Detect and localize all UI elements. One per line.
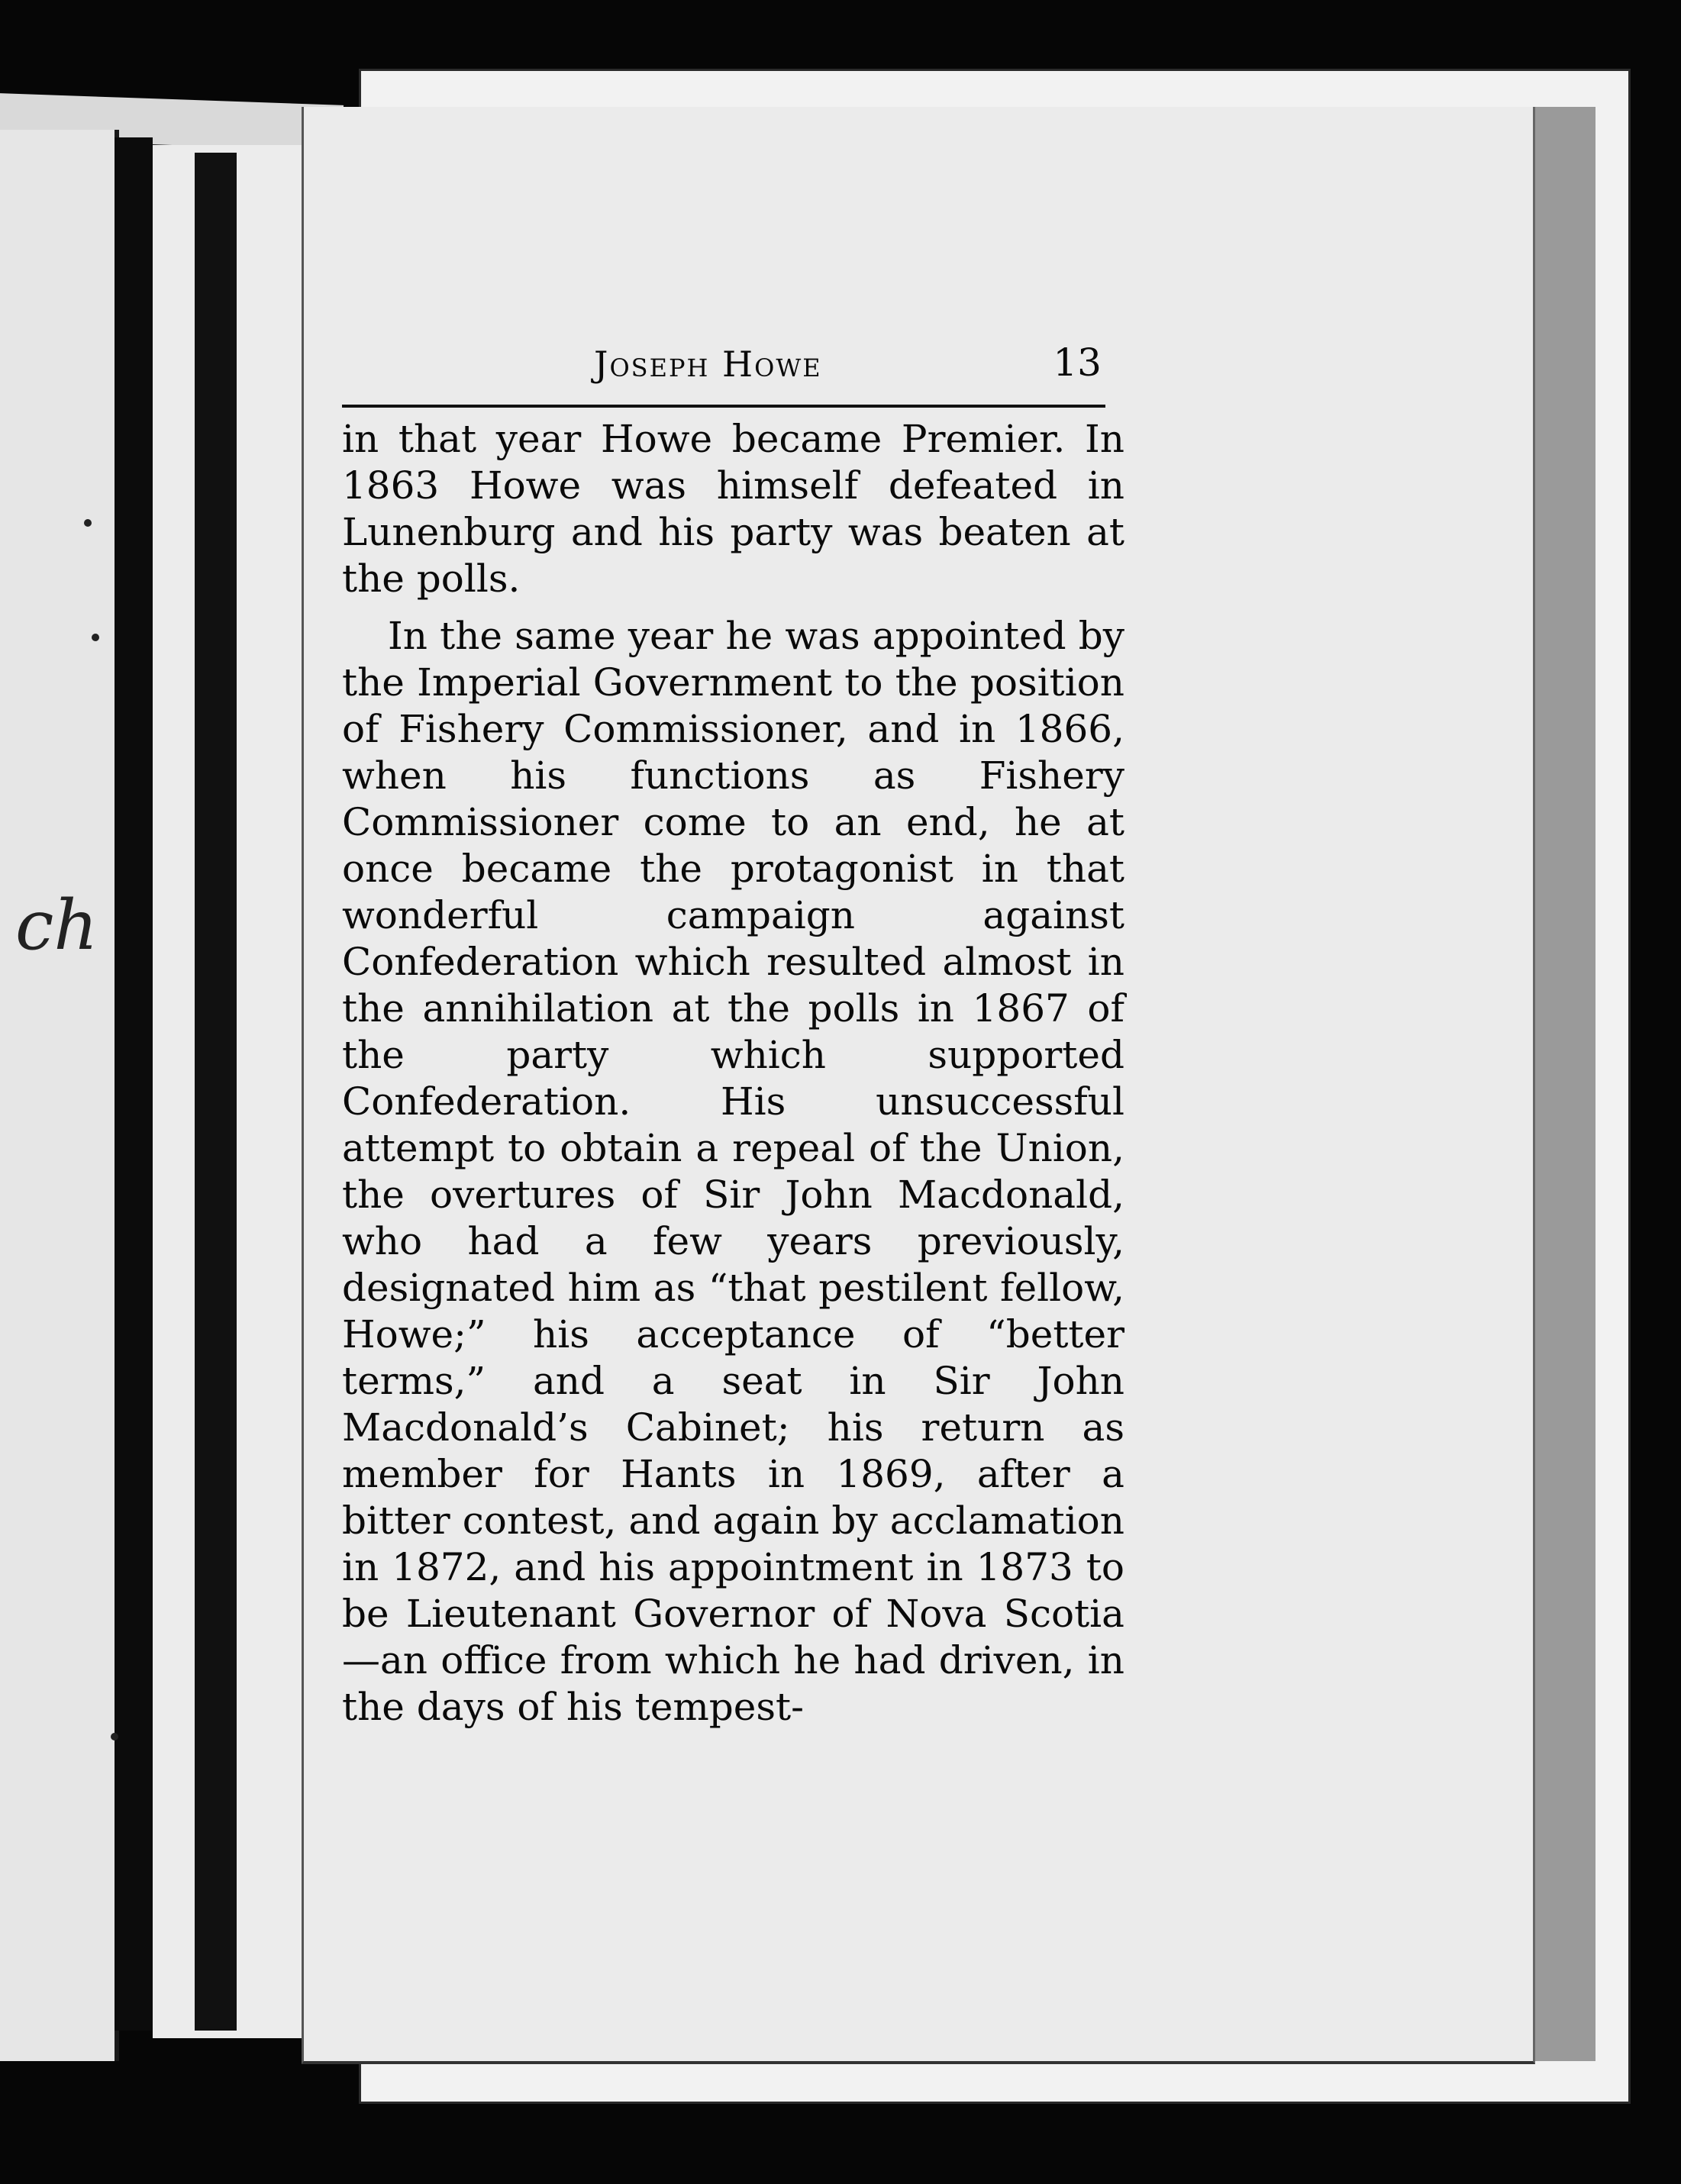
dust-speck (92, 634, 99, 641)
paragraph-2: In the same year he was appointed by the Imperial Government to the position of Fishery Commissioner, and in 1866, when his functions as Fishery Commissioner come to an end, he at once became the protagonist in that wonderful campaign against Confederation which resulted almost in the annihilation at the polls in 1867 of the party which supported Confederation. His unsuccessful attempt to obtain a repeal of the Union, the overtures of Sir John Macdonald, who had a few years previously, designated him as “that pestilent fellow, Howe;” his acceptance of “better terms,” and a seat in Sir John Macdonald’s Cabinet; his return as member for Hants in 1869, after a bitter contest, and again by acclamation in 1872, and his appointment in 1873 to be Lieutenant Governor of Nova Scotia—an office from which he had driven, in the days of his tempest- (342, 614, 1124, 1729)
running-head (342, 336, 1105, 408)
body-text (342, 416, 1124, 1741)
paragraph-1: in that year Howe became Premier. In 1863 Howe was himself defeated in Lunenburg and his party was beaten at the polls. (342, 417, 1124, 601)
dust-speck (111, 1733, 118, 1740)
book-page (302, 107, 1535, 2064)
page-number: 13 (1053, 340, 1102, 385)
handwritten-margin-mark: ch (15, 886, 98, 966)
binding-inner-strip (195, 153, 237, 2031)
running-head-title: Joseph Howe (594, 344, 822, 385)
dust-speck (84, 519, 92, 527)
binding-strip (115, 137, 153, 2031)
left-facing-page (0, 130, 119, 2061)
